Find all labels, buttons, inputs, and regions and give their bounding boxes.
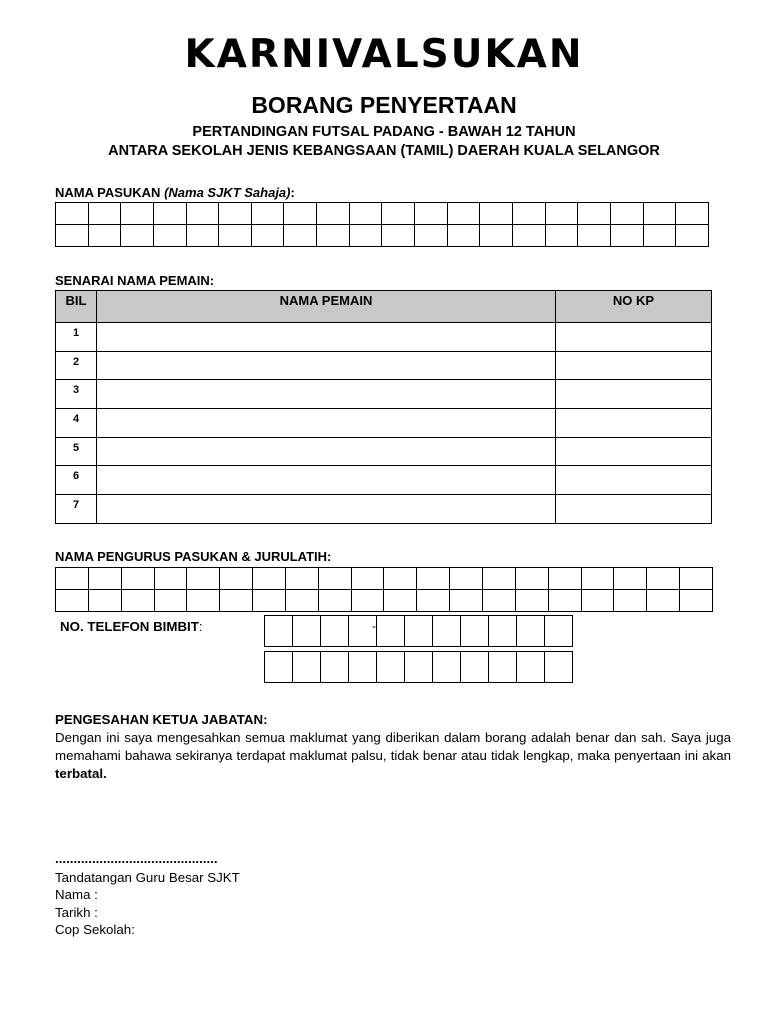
- letter-box[interactable]: [153, 225, 186, 247]
- letter-box[interactable]: [251, 225, 284, 247]
- letter-box[interactable]: [293, 616, 321, 647]
- player-ic-cell[interactable]: [556, 380, 712, 409]
- name-label: Nama :: [55, 887, 98, 902]
- letter-box[interactable]: [450, 590, 483, 612]
- letter-box[interactable]: [187, 590, 220, 612]
- letter-box[interactable]: [417, 568, 450, 590]
- table-row: [56, 380, 712, 409]
- letter-box[interactable]: [349, 652, 377, 683]
- box-row: [265, 616, 573, 647]
- phone-label: [60, 619, 203, 634]
- manager-label: NAMA PENGURUS PASUKAN & JURULATIH:: [55, 549, 332, 564]
- letter-box[interactable]: [482, 568, 515, 590]
- phone-dash: -: [372, 619, 376, 633]
- letter-box[interactable]: [349, 225, 382, 247]
- letter-box[interactable]: [318, 590, 351, 612]
- letter-box[interactable]: [512, 203, 545, 225]
- letter-box[interactable]: [317, 203, 350, 225]
- letter-box[interactable]: [317, 225, 350, 247]
- letter-box[interactable]: [512, 225, 545, 247]
- row-number: 1: [56, 323, 97, 352]
- team-name-label-note: (Nama SJKT Sahaja): [164, 185, 291, 200]
- letter-box[interactable]: [415, 225, 448, 247]
- manager-name-boxes[interactable]: [55, 567, 713, 612]
- box-row: [56, 590, 713, 612]
- table-row: [56, 495, 712, 524]
- letter-box[interactable]: [220, 590, 253, 612]
- letter-box[interactable]: [461, 616, 489, 647]
- letter-box[interactable]: [220, 568, 253, 590]
- phone-boxes-1[interactable]: [264, 615, 573, 647]
- letter-box[interactable]: [578, 203, 611, 225]
- box-row: [56, 568, 713, 590]
- letter-box[interactable]: [219, 203, 252, 225]
- letter-box[interactable]: [285, 568, 318, 590]
- col-header-ic: NO KP: [556, 291, 712, 323]
- player-ic-cell[interactable]: [556, 495, 712, 524]
- player-name-cell[interactable]: [97, 323, 556, 352]
- letter-box[interactable]: [614, 568, 647, 590]
- letter-box[interactable]: [545, 616, 573, 647]
- team-name-label-colon: :: [290, 185, 295, 200]
- letter-box[interactable]: [187, 568, 220, 590]
- letter-box[interactable]: [447, 203, 480, 225]
- letter-box[interactable]: [382, 225, 415, 247]
- players-table: [55, 290, 712, 524]
- letter-box[interactable]: [676, 225, 709, 247]
- table-row: [56, 437, 712, 466]
- row-number: 3: [56, 380, 97, 409]
- letter-box[interactable]: [253, 568, 286, 590]
- signature-line: ............................................: [55, 851, 218, 866]
- player-name-cell[interactable]: [97, 495, 556, 524]
- letter-box[interactable]: [489, 652, 517, 683]
- letter-box[interactable]: [405, 652, 433, 683]
- player-name-cell[interactable]: [97, 437, 556, 466]
- phone-label-colon: :: [198, 619, 203, 634]
- letter-box[interactable]: [515, 568, 548, 590]
- letter-box[interactable]: [121, 203, 154, 225]
- approval-text-body: Dengan ini saya mengesahkan semua maklumat yang diberikan dalam borang adalah benar dan sah. Saya juga memahami bahawa sekiranya terdapat maklumat palsu, tidak benar atau tidak lengkap, maka penyertaan ini akan: [55, 730, 731, 763]
- box-row: [56, 203, 709, 225]
- letter-box[interactable]: [88, 225, 121, 247]
- letter-box[interactable]: [614, 590, 647, 612]
- approval-heading: PENGESAHAN KETUA JABATAN:: [55, 712, 268, 727]
- letter-box[interactable]: [56, 568, 89, 590]
- col-header-bil: BIL: [56, 291, 97, 323]
- row-number: 6: [56, 466, 97, 495]
- letter-box[interactable]: [517, 652, 545, 683]
- player-name-cell[interactable]: [97, 409, 556, 438]
- player-ic-cell[interactable]: [556, 323, 712, 352]
- team-name-label: [55, 185, 295, 200]
- letter-box[interactable]: [433, 652, 461, 683]
- box-row: [56, 225, 709, 247]
- letter-box[interactable]: [285, 590, 318, 612]
- row-number: 4: [56, 409, 97, 438]
- letter-box[interactable]: [56, 203, 89, 225]
- table-row: [56, 351, 712, 380]
- player-name-cell[interactable]: [97, 351, 556, 380]
- letter-box[interactable]: [154, 590, 187, 612]
- letter-box[interactable]: [581, 590, 614, 612]
- letter-box[interactable]: [321, 616, 349, 647]
- form-main-title: KARNIVALSUKAN: [184, 32, 584, 77]
- form-subtitle: BORANG PENYERTAAN: [251, 92, 517, 118]
- letter-box[interactable]: [384, 590, 417, 612]
- letter-box[interactable]: [88, 590, 121, 612]
- letter-box[interactable]: [153, 203, 186, 225]
- signature-label: Tandatangan Guru Besar SJKT: [55, 870, 240, 885]
- letter-box[interactable]: [253, 590, 286, 612]
- letter-box[interactable]: [121, 225, 154, 247]
- letter-box[interactable]: [610, 225, 643, 247]
- letter-box[interactable]: [415, 203, 448, 225]
- letter-box[interactable]: [461, 652, 489, 683]
- letter-box[interactable]: [548, 590, 581, 612]
- competition-line: PERTANDINGAN FUTSAL PADANG - BAWAH 12 TAHUN: [192, 124, 576, 140]
- letter-box[interactable]: [377, 616, 405, 647]
- stamp-label: Cop Sekolah:: [55, 922, 135, 937]
- letter-box[interactable]: [318, 568, 351, 590]
- player-ic-cell[interactable]: [556, 437, 712, 466]
- letter-box[interactable]: [548, 568, 581, 590]
- letter-box[interactable]: [578, 225, 611, 247]
- letter-box[interactable]: [680, 590, 713, 612]
- players-label: SENARAI NAMA PEMAIN:: [55, 273, 215, 288]
- letter-box[interactable]: [643, 203, 676, 225]
- letter-box[interactable]: [121, 568, 154, 590]
- letter-box[interactable]: [351, 568, 384, 590]
- letter-box[interactable]: [251, 203, 284, 225]
- date-label: Tarikh :: [55, 905, 98, 920]
- letter-box[interactable]: [515, 590, 548, 612]
- letter-box[interactable]: [433, 616, 461, 647]
- letter-box[interactable]: [480, 203, 513, 225]
- letter-box[interactable]: [88, 203, 121, 225]
- approval-text: [55, 729, 731, 783]
- row-number: 7: [56, 495, 97, 524]
- letter-box[interactable]: [88, 568, 121, 590]
- letter-box[interactable]: [56, 590, 89, 612]
- player-name-cell[interactable]: [97, 380, 556, 409]
- letter-box[interactable]: [265, 616, 293, 647]
- approval-text-bold: terbatal.: [55, 766, 107, 781]
- letter-box[interactable]: [417, 590, 450, 612]
- row-number: 5: [56, 437, 97, 466]
- letter-box[interactable]: [545, 225, 578, 247]
- letter-box[interactable]: [121, 590, 154, 612]
- player-name-cell[interactable]: [97, 466, 556, 495]
- team-name-label-main: NAMA PASUKAN: [55, 185, 165, 200]
- letter-box[interactable]: [384, 568, 417, 590]
- letter-box[interactable]: [482, 590, 515, 612]
- col-header-name: NAMA PEMAIN: [97, 291, 556, 323]
- letter-box[interactable]: [676, 203, 709, 225]
- letter-box[interactable]: [186, 203, 219, 225]
- letter-box[interactable]: [610, 203, 643, 225]
- letter-box[interactable]: [284, 225, 317, 247]
- team-name-boxes[interactable]: [55, 202, 709, 247]
- table-row: [56, 323, 712, 352]
- table-row: [56, 466, 712, 495]
- letter-box[interactable]: [405, 616, 433, 647]
- letter-box[interactable]: [680, 568, 713, 590]
- letter-box[interactable]: [545, 203, 578, 225]
- letter-box[interactable]: [647, 568, 680, 590]
- letter-box[interactable]: [480, 225, 513, 247]
- box-row: [265, 652, 573, 683]
- phone-boxes-2[interactable]: [264, 651, 573, 683]
- letter-box[interactable]: [517, 616, 545, 647]
- schools-line: ANTARA SEKOLAH JENIS KEBANGSAAN (TAMIL) DAERAH KUALA SELANGOR: [108, 143, 660, 159]
- letter-box[interactable]: [265, 652, 293, 683]
- row-number: 2: [56, 351, 97, 380]
- letter-box[interactable]: [382, 203, 415, 225]
- letter-box[interactable]: [321, 652, 349, 683]
- letter-box[interactable]: [56, 225, 89, 247]
- letter-box[interactable]: [450, 568, 483, 590]
- letter-box[interactable]: [545, 652, 573, 683]
- table-row: [56, 409, 712, 438]
- player-ic-cell[interactable]: [556, 409, 712, 438]
- letter-box[interactable]: [154, 568, 187, 590]
- letter-box[interactable]: [581, 568, 614, 590]
- letter-box[interactable]: [349, 203, 382, 225]
- letter-box[interactable]: [643, 225, 676, 247]
- letter-box[interactable]: [351, 590, 384, 612]
- player-ic-cell[interactable]: [556, 466, 712, 495]
- letter-box[interactable]: [489, 616, 517, 647]
- letter-box[interactable]: [377, 652, 405, 683]
- player-ic-cell[interactable]: [556, 351, 712, 380]
- letter-box[interactable]: [186, 225, 219, 247]
- phone-label-text: NO. TELEFON BIMBIT: [60, 619, 199, 634]
- letter-box[interactable]: [647, 590, 680, 612]
- letter-box[interactable]: [284, 203, 317, 225]
- letter-box[interactable]: [447, 225, 480, 247]
- letter-box[interactable]: [293, 652, 321, 683]
- letter-box[interactable]: [219, 225, 252, 247]
